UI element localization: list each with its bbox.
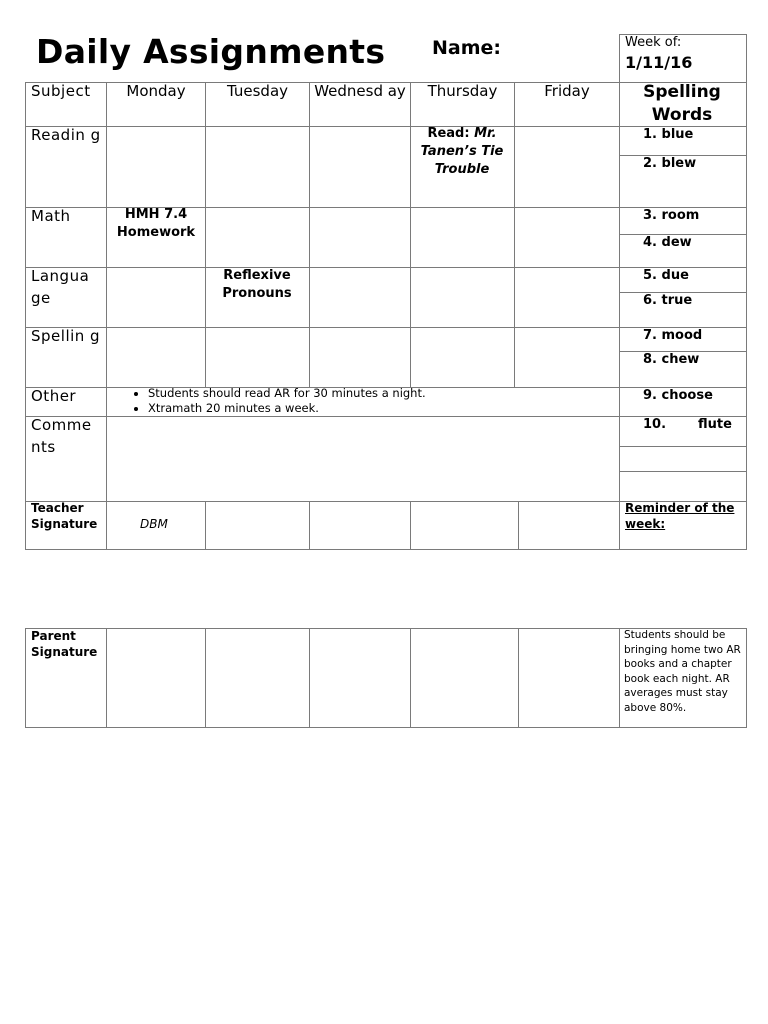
week-of-date: 1/11/16 bbox=[625, 53, 693, 72]
col-header-thursday: Thursday bbox=[427, 82, 498, 100]
word-num: 4. bbox=[643, 235, 657, 250]
col-header-monday: Monday bbox=[126, 82, 186, 100]
col-header-spelling-words: Spelling Words bbox=[643, 82, 721, 125]
spelling-word-2 bbox=[643, 156, 696, 171]
spelling-word-5 bbox=[643, 268, 689, 283]
spelling-word-9 bbox=[643, 388, 713, 403]
word-num: 5. bbox=[643, 268, 657, 283]
wednesday-col-border bbox=[410, 82, 411, 388]
parent-col-border bbox=[619, 628, 620, 728]
list-item: • Students should read AR for 30 minutes a night. bbox=[148, 386, 628, 401]
col-header-subject: Subject bbox=[31, 82, 91, 100]
parent-signature-label: Parent Signature bbox=[31, 629, 98, 659]
sig-col-border bbox=[410, 501, 411, 550]
spelling-word-7 bbox=[643, 328, 702, 343]
col-header-friday: Friday bbox=[544, 82, 590, 100]
reminder-label: Reminder of the week: bbox=[625, 501, 735, 531]
language-tuesday-assignment: Reflexive Pronouns bbox=[222, 268, 292, 301]
spelling-word-4 bbox=[643, 235, 692, 250]
word-num: 9. bbox=[643, 388, 657, 403]
thursday-col-border bbox=[514, 82, 515, 388]
teacher-signature-label: Teacher Signature bbox=[31, 501, 98, 531]
word-divider bbox=[619, 446, 747, 447]
sig-col-border bbox=[309, 501, 310, 550]
math-bottom-line bbox=[25, 267, 747, 268]
col-header-wednesday: Wednesd ay bbox=[314, 82, 406, 100]
other-bottom-line bbox=[25, 416, 747, 417]
other-list bbox=[128, 386, 628, 415]
parent-col-border bbox=[746, 628, 747, 728]
spelling-word-10-num: 10. bbox=[643, 417, 667, 432]
row-label-reading: Readin g bbox=[31, 126, 101, 144]
col-header-tuesday: Tuesday bbox=[226, 82, 289, 100]
word-text: true bbox=[661, 293, 693, 308]
parent-note: Students should be bringing home two AR books and a chapter book each night. AR averages must stay above 80%. bbox=[624, 629, 741, 714]
word-text: dew bbox=[661, 235, 692, 250]
word-num: 8. bbox=[643, 352, 657, 367]
word-text: blew bbox=[661, 156, 697, 171]
language-bottom-line bbox=[25, 327, 747, 328]
word-divider bbox=[619, 471, 747, 472]
book-title: Mr. Tanen’s Tie Trouble bbox=[420, 126, 504, 177]
reading-thursday-assignment bbox=[414, 125, 510, 179]
word-text: blue bbox=[661, 127, 694, 142]
parent-col-border bbox=[309, 628, 310, 728]
subject-col-border bbox=[106, 82, 107, 550]
monday-col-border bbox=[205, 82, 206, 388]
row-label-spelling: Spellin g bbox=[31, 327, 101, 345]
list-item: • Xtramath 20 minutes a week. bbox=[148, 401, 628, 416]
row-label-language: Langua ge bbox=[31, 267, 90, 307]
parent-table-bottom bbox=[25, 727, 747, 728]
row-label-comments: Comme nts bbox=[31, 416, 92, 456]
spelling-word-3 bbox=[643, 208, 699, 223]
word-num: 1. bbox=[643, 127, 657, 142]
spelling-word-6 bbox=[643, 293, 692, 308]
word-text: choose bbox=[661, 388, 713, 403]
row-label-math: Math bbox=[31, 207, 71, 225]
math-monday-assignment: HMH 7.4 Homework bbox=[116, 207, 196, 240]
parent-col-border bbox=[518, 628, 519, 728]
word-text: due bbox=[661, 268, 689, 283]
spelling-word-10: flute bbox=[698, 417, 732, 432]
word-num: 3. bbox=[643, 208, 657, 223]
spelling-word-8 bbox=[643, 352, 699, 367]
word-text: room bbox=[661, 208, 700, 223]
parent-col-border bbox=[106, 628, 107, 728]
sig-col-border bbox=[205, 501, 206, 550]
tuesday-col-border bbox=[309, 82, 310, 388]
word-text: chew bbox=[661, 352, 700, 367]
sig-col-border bbox=[518, 501, 519, 550]
teacher-signature-monday: DBM bbox=[140, 517, 168, 531]
week-of-label: Week of: bbox=[625, 35, 682, 50]
spelling-word-1 bbox=[643, 127, 693, 142]
word-num: 2. bbox=[643, 156, 657, 171]
parent-col-border bbox=[205, 628, 206, 728]
parent-col-border bbox=[25, 628, 26, 728]
word-num: 7. bbox=[643, 328, 657, 343]
word-num: 6. bbox=[643, 293, 657, 308]
name-label: Name: bbox=[432, 37, 502, 59]
table-bottom-line bbox=[25, 549, 747, 550]
read-prefix: Read: bbox=[427, 126, 475, 141]
table-left-border bbox=[25, 82, 26, 550]
parent-col-border bbox=[410, 628, 411, 728]
row-label-other: Other bbox=[31, 387, 77, 405]
word-text: mood bbox=[661, 328, 703, 343]
page-title: Daily Assignments bbox=[36, 32, 386, 71]
